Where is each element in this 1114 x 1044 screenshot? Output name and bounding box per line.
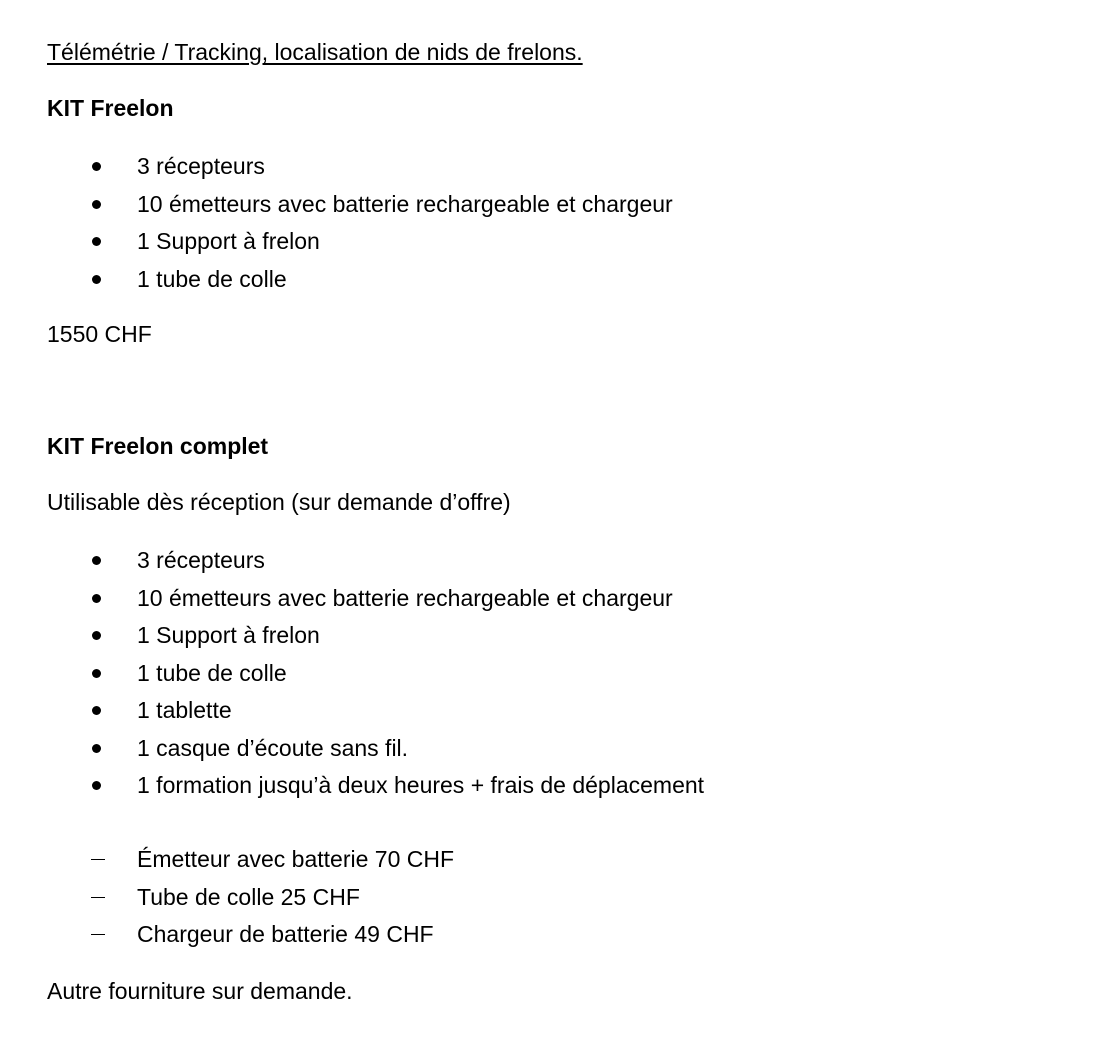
- document-title: Télémétrie / Tracking, localisation de nids de frelons.: [47, 39, 583, 65]
- list-item-text: 1 Support à frelon: [137, 228, 320, 254]
- bullet-icon: [92, 237, 101, 246]
- list-item: [47, 883, 454, 921]
- list-item: [47, 659, 704, 697]
- list-item-text: 1 formation jusqu’à deux heures + frais de déplacement: [137, 772, 705, 798]
- list-item-text: 10 émetteurs avec batterie rechargeable et chargeur: [137, 584, 673, 611]
- list-item: [47, 152, 673, 190]
- bullet-icon: [92, 275, 101, 284]
- list-item: [47, 546, 704, 584]
- dash-icon: [91, 934, 105, 935]
- list-item-text: Émetteur avec batterie 70 CHF: [137, 846, 455, 872]
- list-item: [47, 190, 673, 228]
- bullet-icon: [92, 594, 101, 603]
- list-item: [47, 227, 673, 265]
- bullet-icon: [92, 781, 101, 790]
- bullet-icon: [92, 200, 101, 209]
- list-item: [47, 265, 673, 303]
- list-item: [47, 771, 704, 809]
- list-item-text: 3 récepteurs: [137, 547, 265, 573]
- list-item-text: 1 tube de colle: [137, 265, 287, 292]
- bullet-icon: [92, 744, 101, 753]
- list-item-text: 3 récepteurs: [137, 153, 265, 179]
- list-item: [47, 845, 454, 883]
- bullet-icon: [92, 706, 101, 715]
- list-item-text: 1 tablette: [137, 697, 232, 723]
- list-item: [47, 696, 704, 734]
- dash-icon: [91, 859, 105, 860]
- list-item: [47, 584, 704, 622]
- bullet-icon: [92, 669, 101, 678]
- extras-list: [47, 845, 454, 958]
- list-item-text: 1 tube de colle: [137, 659, 287, 686]
- bullet-icon: [92, 556, 101, 565]
- bullet-icon: [92, 162, 101, 171]
- kit2-subtitle: Utilisable dès réception (sur demande d’offre): [47, 489, 511, 515]
- list-item-text: Tube de colle 25 CHF: [137, 883, 360, 910]
- kit2-heading: KIT Freelon complet: [47, 433, 269, 459]
- footer-note: Autre fourniture sur demande.: [47, 978, 353, 1004]
- list-item-text: 10 émetteurs avec batterie rechargeable et chargeur: [137, 190, 673, 217]
- list-item-text: Chargeur de batterie 49 CHF: [137, 921, 434, 947]
- list-item-text: 1 Support à frelon: [137, 622, 320, 648]
- list-item: [47, 621, 704, 659]
- kit1-price: 1550 CHF: [47, 321, 152, 347]
- document-page: [47, 0, 1094, 1044]
- dash-icon: [91, 897, 105, 898]
- kit2-item-list: [47, 546, 704, 809]
- list-item: [47, 920, 454, 958]
- bullet-icon: [92, 631, 101, 640]
- kit1-item-list: [47, 152, 673, 302]
- list-item-text: 1 casque d’écoute sans fil.: [137, 734, 409, 761]
- kit1-heading: KIT Freelon: [47, 95, 174, 121]
- list-item: [47, 734, 704, 772]
